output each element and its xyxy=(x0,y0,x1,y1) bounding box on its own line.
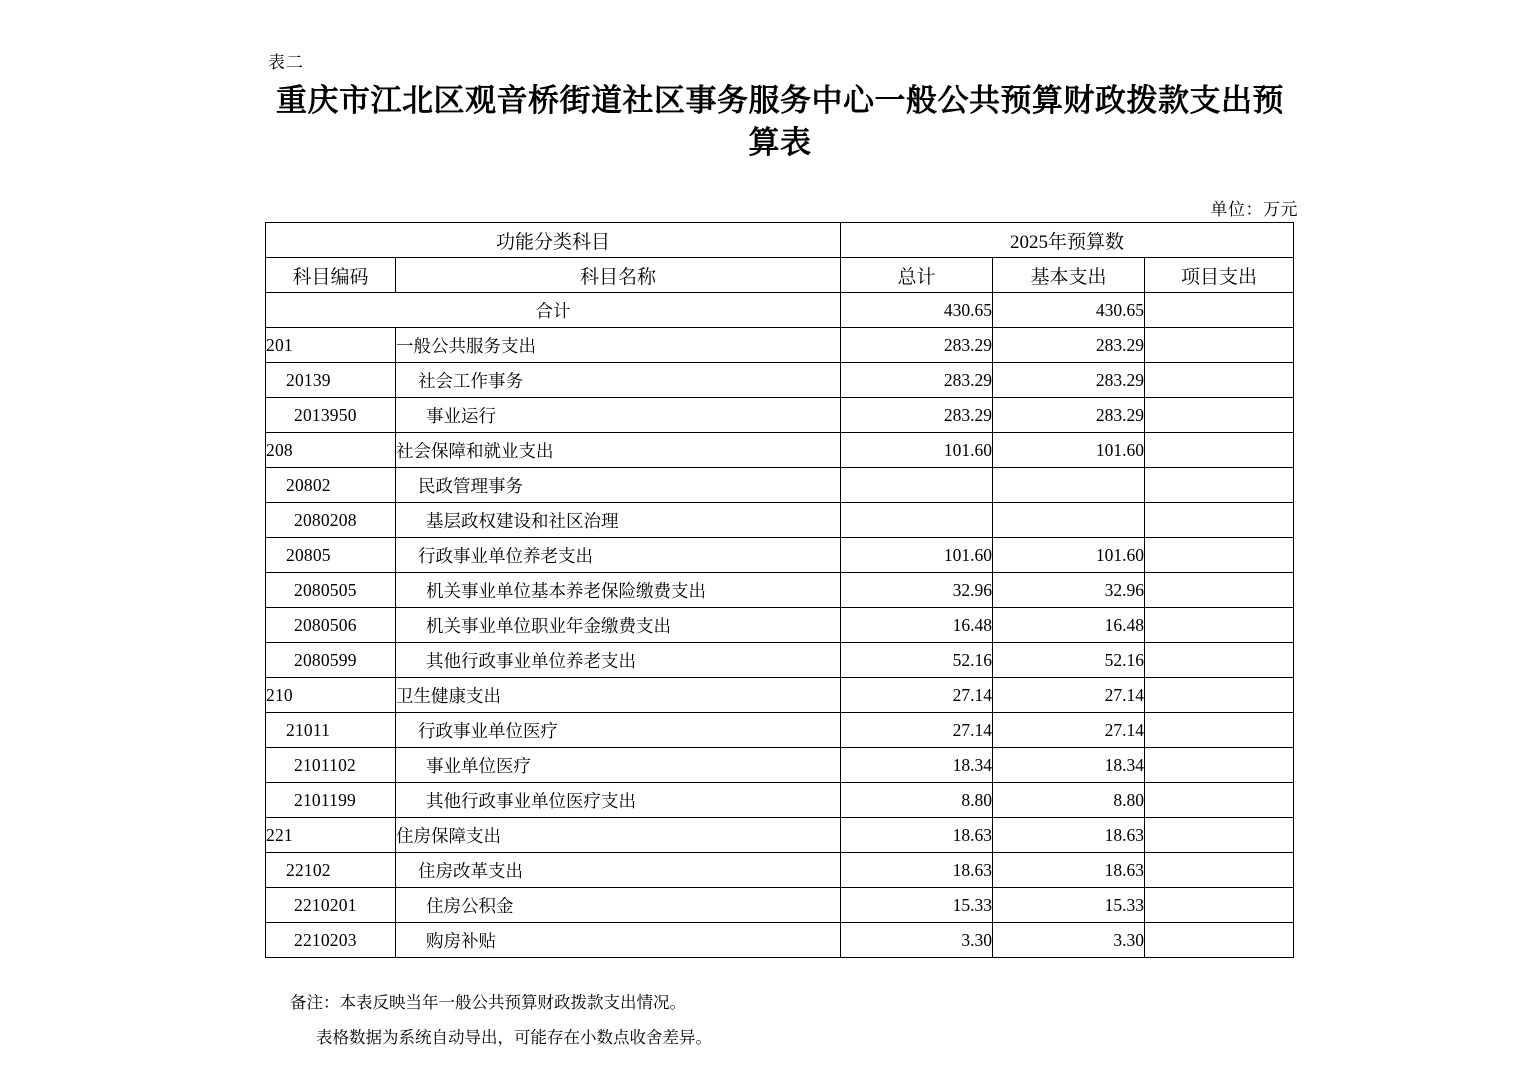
cell-total: 52.16 xyxy=(841,643,993,678)
cell-total: 18.34 xyxy=(841,748,993,783)
cell-basic-expenditure xyxy=(993,468,1145,503)
table-row xyxy=(266,643,1294,678)
table-body xyxy=(266,293,1294,958)
cell-subject-code: 2013950 xyxy=(266,398,396,433)
table-row xyxy=(266,398,1294,433)
cell-basic-expenditure: 15.33 xyxy=(993,888,1145,923)
cell-subject-name: 社会保障和就业支出 xyxy=(396,433,841,468)
column-header-name: 科目名称 xyxy=(396,258,841,293)
table-row xyxy=(266,433,1294,468)
cell-total: 3.30 xyxy=(841,923,993,958)
cell-subject-code: 2210203 xyxy=(266,923,396,958)
cell-subject-code: 2080208 xyxy=(266,503,396,538)
cell-total: 18.63 xyxy=(841,853,993,888)
cell-subject-name: 机关事业单位基本养老保险缴费支出 xyxy=(396,573,841,608)
cell-total: 283.29 xyxy=(841,363,993,398)
footnotes xyxy=(290,986,712,1055)
cell-total: 27.14 xyxy=(841,678,993,713)
cell-project-expenditure xyxy=(1145,678,1294,713)
table-row xyxy=(266,923,1294,958)
cell-subject-name: 机关事业单位职业年金缴费支出 xyxy=(396,608,841,643)
cell-subject-code: 21011 xyxy=(266,713,396,748)
footnote-line-1: 备注：本表反映当年一般公共预算财政拨款支出情况。 xyxy=(290,993,686,1012)
cell-subject-name: 社会工作事务 xyxy=(396,363,841,398)
table-row xyxy=(266,293,1294,328)
cell-subject-name: 其他行政事业单位养老支出 xyxy=(396,643,841,678)
cell-subject-code: 22102 xyxy=(266,853,396,888)
column-header-total: 总计 xyxy=(841,258,993,293)
cell-basic-expenditure xyxy=(993,503,1145,538)
cell-basic-expenditure: 18.63 xyxy=(993,818,1145,853)
table-header-row xyxy=(266,258,1294,293)
cell-project-expenditure xyxy=(1145,538,1294,573)
page-title: 重庆市江北区观音桥街道社区事务服务中心一般公共预算财政拨款支出预算表 xyxy=(276,83,1284,160)
cell-project-expenditure xyxy=(1145,713,1294,748)
table-row xyxy=(266,468,1294,503)
cell-total: 8.80 xyxy=(841,783,993,818)
cell-basic-expenditure: 16.48 xyxy=(993,608,1145,643)
cell-project-expenditure xyxy=(1145,888,1294,923)
table-row xyxy=(266,713,1294,748)
cell-total: 283.29 xyxy=(841,328,993,363)
cell-subject-name: 民政管理事务 xyxy=(396,468,841,503)
cell-basic-expenditure: 283.29 xyxy=(993,363,1145,398)
table-row xyxy=(266,783,1294,818)
cell-project-expenditure xyxy=(1145,503,1294,538)
table-row xyxy=(266,503,1294,538)
cell-basic-expenditure: 430.65 xyxy=(993,293,1145,328)
cell-subject-name: 住房保障支出 xyxy=(396,818,841,853)
cell-basic-expenditure: 18.63 xyxy=(993,853,1145,888)
table-row xyxy=(266,853,1294,888)
footnote-line-2: 表格数据为系统自动导出，可能存在小数点收舍差异。 xyxy=(316,1027,712,1047)
cell-project-expenditure xyxy=(1145,783,1294,818)
cell-project-expenditure xyxy=(1145,573,1294,608)
cell-basic-expenditure: 3.30 xyxy=(993,923,1145,958)
cell-subject-name: 住房改革支出 xyxy=(396,853,841,888)
cell-basic-expenditure: 32.96 xyxy=(993,573,1145,608)
cell-basic-expenditure: 18.34 xyxy=(993,748,1145,783)
cell-total xyxy=(841,468,993,503)
cell-total xyxy=(841,503,993,538)
table-row xyxy=(266,678,1294,713)
table-label: 表二 xyxy=(268,53,304,72)
table-row xyxy=(266,748,1294,783)
table-row xyxy=(266,888,1294,923)
cell-subject-code: 2210201 xyxy=(266,888,396,923)
cell-subject-code: 201 xyxy=(266,328,396,363)
table-row xyxy=(266,608,1294,643)
cell-subject-name: 基层政权建设和社区治理 xyxy=(396,503,841,538)
column-header-basic: 基本支出 xyxy=(993,258,1145,293)
cell-project-expenditure xyxy=(1145,853,1294,888)
cell-subject-code: 2080505 xyxy=(266,573,396,608)
cell-project-expenditure xyxy=(1145,923,1294,958)
cell-subject-name: 住房公积金 xyxy=(396,888,841,923)
cell-basic-expenditure: 27.14 xyxy=(993,713,1145,748)
cell-project-expenditure xyxy=(1145,328,1294,363)
cell-subject-name: 卫生健康支出 xyxy=(396,678,841,713)
cell-total: 32.96 xyxy=(841,573,993,608)
cell-subject-name: 一般公共服务支出 xyxy=(396,328,841,363)
row-label-total: 合计 xyxy=(266,293,841,328)
cell-project-expenditure xyxy=(1145,398,1294,433)
cell-project-expenditure xyxy=(1145,748,1294,783)
table-row xyxy=(266,363,1294,398)
cell-basic-expenditure: 52.16 xyxy=(993,643,1145,678)
cell-total: 18.63 xyxy=(841,818,993,853)
table-row xyxy=(266,573,1294,608)
cell-project-expenditure xyxy=(1145,818,1294,853)
table-row xyxy=(266,818,1294,853)
unit-note: 单位：万元 xyxy=(1210,200,1298,219)
cell-project-expenditure xyxy=(1145,643,1294,678)
cell-subject-name: 事业单位医疗 xyxy=(396,748,841,783)
cell-basic-expenditure: 101.60 xyxy=(993,433,1145,468)
cell-subject-code: 20802 xyxy=(266,468,396,503)
cell-project-expenditure xyxy=(1145,363,1294,398)
cell-subject-name: 行政事业单位医疗 xyxy=(396,713,841,748)
cell-basic-expenditure: 8.80 xyxy=(993,783,1145,818)
cell-subject-code: 2101102 xyxy=(266,748,396,783)
cell-total: 27.14 xyxy=(841,713,993,748)
cell-subject-name: 购房补贴 xyxy=(396,923,841,958)
cell-total: 16.48 xyxy=(841,608,993,643)
cell-subject-code: 20139 xyxy=(266,363,396,398)
budget-table xyxy=(265,222,1294,958)
table-row xyxy=(266,538,1294,573)
cell-total: 15.33 xyxy=(841,888,993,923)
cell-project-expenditure xyxy=(1145,608,1294,643)
cell-project-expenditure xyxy=(1145,433,1294,468)
cell-subject-name: 事业运行 xyxy=(396,398,841,433)
cell-project-expenditure xyxy=(1145,468,1294,503)
cell-basic-expenditure: 27.14 xyxy=(993,678,1145,713)
cell-total: 101.60 xyxy=(841,433,993,468)
column-header-project: 项目支出 xyxy=(1145,258,1294,293)
cell-total: 430.65 xyxy=(841,293,993,328)
cell-basic-expenditure: 283.29 xyxy=(993,328,1145,363)
cell-subject-code: 221 xyxy=(266,818,396,853)
cell-subject-code: 210 xyxy=(266,678,396,713)
column-header-code: 科目编码 xyxy=(266,258,396,293)
cell-total: 101.60 xyxy=(841,538,993,573)
cell-subject-code: 208 xyxy=(266,433,396,468)
cell-project-expenditure xyxy=(1145,293,1294,328)
cell-basic-expenditure: 101.60 xyxy=(993,538,1145,573)
cell-subject-name: 其他行政事业单位医疗支出 xyxy=(396,783,841,818)
table-header-group-row xyxy=(266,223,1294,258)
header-classification: 功能分类科目 xyxy=(266,223,841,258)
cell-basic-expenditure: 283.29 xyxy=(993,398,1145,433)
cell-subject-code: 2080599 xyxy=(266,643,396,678)
cell-subject-code: 2080506 xyxy=(266,608,396,643)
cell-subject-code: 20805 xyxy=(266,538,396,573)
cell-subject-code: 2101199 xyxy=(266,783,396,818)
header-budget-year: 2025年预算数 xyxy=(841,223,1294,258)
cell-total: 283.29 xyxy=(841,398,993,433)
cell-subject-name: 行政事业单位养老支出 xyxy=(396,538,841,573)
table-row xyxy=(266,328,1294,363)
